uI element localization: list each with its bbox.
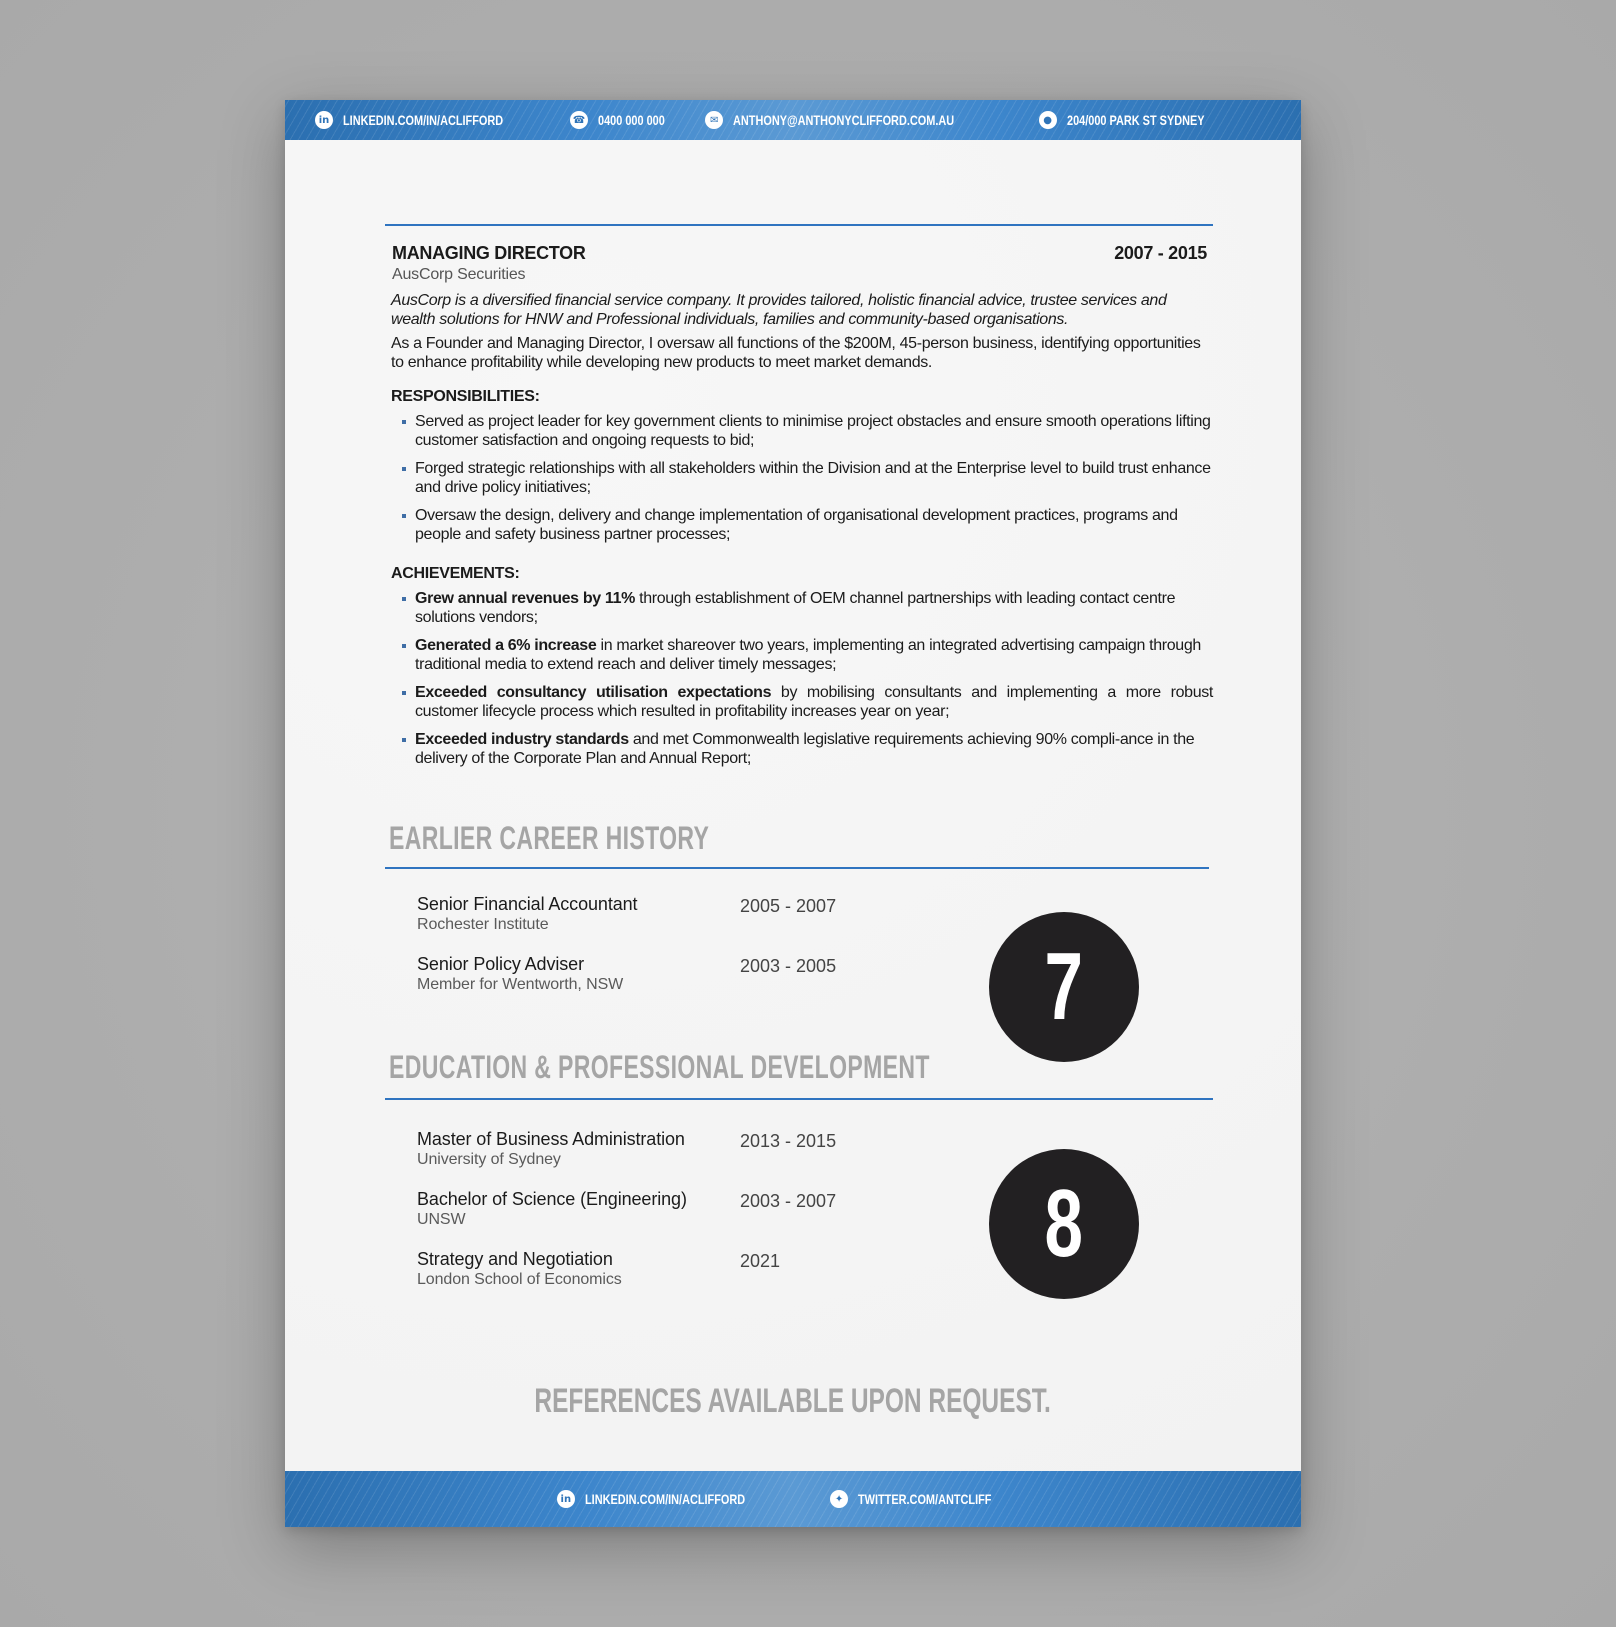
references-note: [285, 1382, 1301, 1421]
responsibilities-list: [391, 413, 1213, 554]
list-item: Oversaw the design, delivery and change implementation of organisational development practices, programs and people and safety business partner processes;: [391, 507, 1213, 544]
entry-title: Master of Business Administration: [417, 1129, 685, 1149]
resume-content: [285, 100, 1301, 1527]
list-item: [391, 590, 1213, 627]
achievements-list: [391, 590, 1213, 778]
achievement-highlight: Generated a 6% increase: [415, 637, 597, 654]
section-number-badge: [989, 1149, 1139, 1299]
entry-dates: 2021: [740, 1251, 781, 1271]
footer-social-bar: [285, 1471, 1301, 1527]
entry-organisation: UNSW: [417, 1211, 466, 1228]
footer-twitter-url: TWITTER.COM/ANTCLIFF: [858, 1491, 992, 1507]
entry-organisation: Member for Wentworth, NSW: [417, 976, 624, 993]
phone-icon: ☎: [570, 111, 588, 129]
earlier-career-heading: EARLIER CAREER HISTORY: [389, 820, 710, 856]
job-dates: 2007 - 2015: [1114, 243, 1207, 263]
list-item: [391, 684, 1213, 721]
career-entry: [417, 894, 857, 934]
list-item: Forged strategic relationships with all stakeholders within the Division and at the Enterprise level to build trust enhance and drive policy initiatives;: [391, 460, 1213, 497]
entry-dates: 2003 - 2007: [740, 1191, 837, 1211]
entry-title: Bachelor of Science (Engineering): [417, 1189, 687, 1209]
responsibilities-heading: RESPONSIBILITIES:: [391, 388, 540, 405]
twitter-icon: ✦: [830, 1490, 848, 1508]
achievement-highlight: Grew annual revenues by 11%: [415, 590, 635, 607]
list-item: Served as project leader for key government clients to minimise project obstacles and ensure smooth operations lifting customer satisfaction and ongoing requests to bid;: [391, 413, 1213, 450]
entry-dates: 2005 - 2007: [740, 896, 837, 916]
badge-number: 8: [1044, 1170, 1084, 1277]
entry-title: Strategy and Negotiation: [417, 1249, 613, 1269]
entry-dates: 2013 - 2015: [740, 1131, 837, 1151]
section-divider: [385, 867, 1209, 869]
badge-number: 7: [1044, 933, 1084, 1040]
entry-dates: 2003 - 2005: [740, 956, 837, 976]
education-entry: [417, 1129, 857, 1169]
company-description: AusCorp is a diversified financial service company. It provides tailored, holistic financial advice, trustee services and wealth solutions for HNW and Professional individuals, families and community-based organisations.: [391, 292, 1167, 328]
linkedin-icon: in: [315, 111, 333, 129]
role-summary: As a Founder and Managing Director, I oversaw all functions of the $200M, 45-person business, identifying opportunities to enhance profitability while developing new products to meet market demands.: [391, 335, 1201, 371]
education-entry: [417, 1249, 857, 1289]
list-item: [391, 731, 1213, 768]
linkedin-icon: in: [557, 1490, 575, 1508]
achievement-text: by mobilising consultants and implementing a more robust customer lifecycle process which resulted in profitability increases year on year;: [415, 684, 1213, 720]
email-icon: ✉: [705, 111, 723, 129]
entry-organisation: Rochester Institute: [417, 916, 549, 933]
achievements-heading: ACHIEVEMENTS:: [391, 565, 520, 582]
entry-title: Senior Financial Accountant: [417, 894, 638, 914]
references-text: REFERENCES AVAILABLE UPON REQUEST.: [534, 1382, 1052, 1420]
footer-linkedin-url: LINKEDIN.COM/IN/ACLIFFORD: [584, 1491, 745, 1507]
current-role-header: [392, 243, 1207, 284]
list-item: [391, 637, 1213, 674]
entry-title: Senior Policy Adviser: [417, 954, 584, 974]
section-number-badge: [989, 912, 1139, 1062]
email-address: ANTHONY@ANTHONYCLIFFORD.COM.AU: [733, 112, 955, 128]
job-title: MANAGING DIRECTOR: [392, 243, 586, 263]
footer-twitter-link[interactable]: [830, 1490, 1029, 1508]
linkedin-url: LINKEDIN.COM/IN/ACLIFFORD: [343, 112, 504, 128]
achievement-highlight: Exceeded industry standards: [415, 731, 629, 748]
achievement-text: through establishment of OEM channel partnerships with leading contact centre solutions vendors;: [415, 590, 1176, 626]
education-entry: [417, 1189, 857, 1229]
street-address: 204/000 PARK ST SYDNEY: [1066, 112, 1205, 128]
phone-number: 0400 000 000: [598, 112, 665, 128]
location-pin-icon: ●: [1039, 111, 1057, 129]
achievement-text: and met Commonwealth legislative requirements achieving 90% compli-ance in the delivery of the Corporate Plan and Annual Report;: [415, 731, 1195, 767]
section-divider: [385, 224, 1213, 226]
footer-linkedin-link[interactable]: [557, 1490, 790, 1508]
entry-organisation: London School of Economics: [417, 1271, 622, 1288]
entry-organisation: University of Sydney: [417, 1151, 561, 1168]
education-heading: EDUCATION & PROFESSIONAL DEVELOPMENT: [389, 1049, 930, 1085]
section-divider: [385, 1098, 1213, 1100]
achievement-text: in market shareover two years, implementing an integrated advertising campaign through traditional media to extend reach and deliver timely messages;: [415, 637, 1201, 673]
achievement-highlight: Exceeded consultancy utilisation expectations: [415, 684, 772, 701]
resume-page: [285, 100, 1301, 1527]
career-entry: [417, 954, 857, 994]
company-name: AusCorp Securities: [392, 266, 526, 283]
